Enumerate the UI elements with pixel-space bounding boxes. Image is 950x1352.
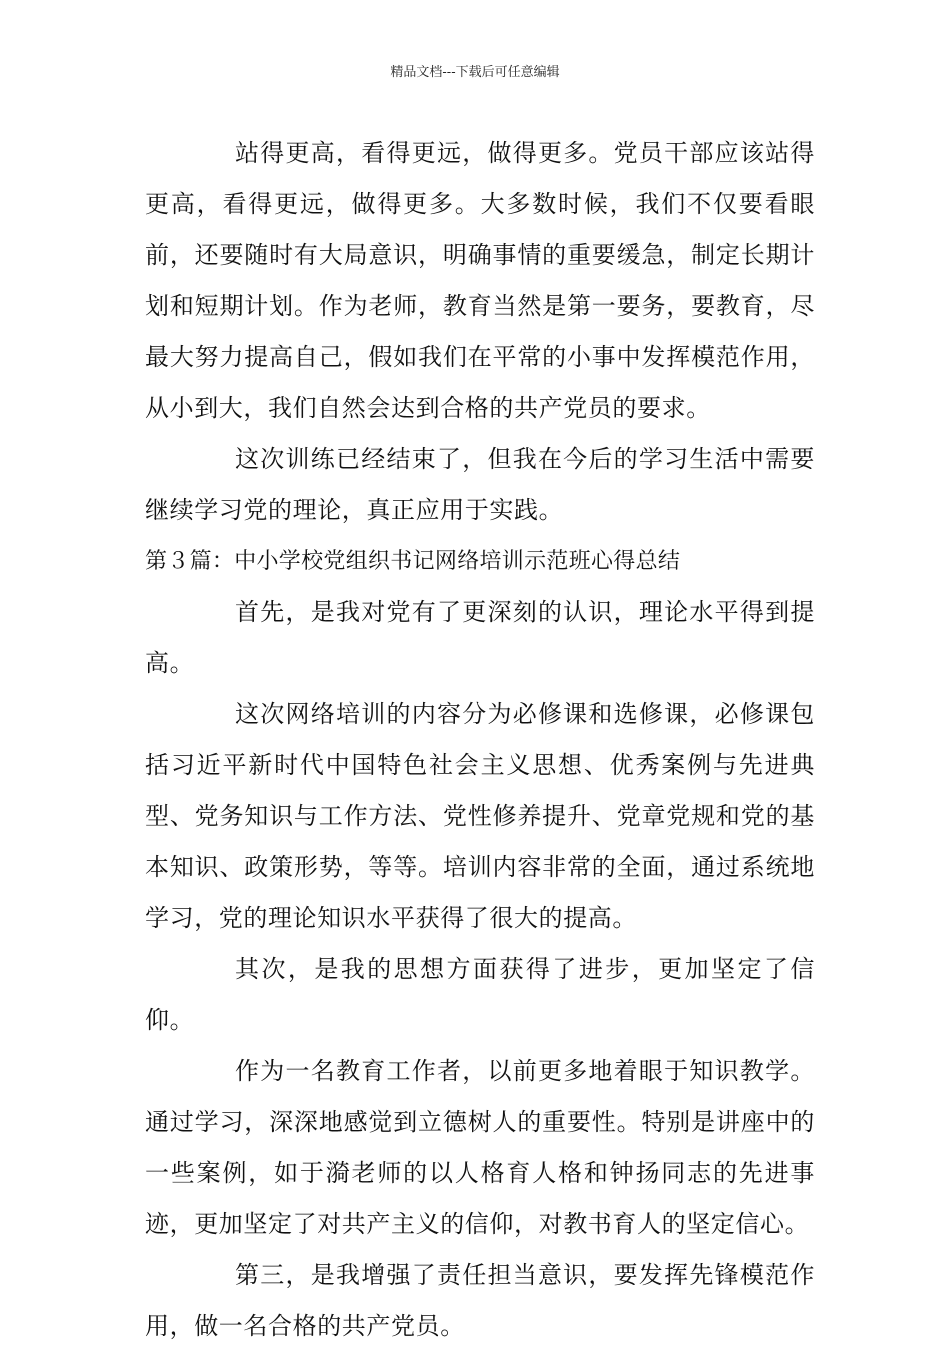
paragraph-2: 这次训练已经结束了，但我在今后的学习生活中需要继续学习党的理论，真正应用于实践。: [145, 445, 815, 524]
document-body: [145, 128, 815, 1352]
section-heading: 第３篇：中小学校党组织书记网络培训示范班心得总结: [145, 549, 681, 574]
paragraph-5: 其次，是我的思想方面获得了进步，更加坚定了信仰。: [145, 955, 815, 1034]
paragraph-1: 站得更高，看得更远，做得更多。党员干部应该站得更高，看得更远，做得更多。大多数时候，我们不仅要看眼前，还要随时有大局意识，明确事情的重要缓急，制定长期计划和短期计划。作为老师，教育当然是第一要务，要教育，尽最大努力提高自己，假如我们在平常的小事中发挥模范作用，从小到大，我们自然会达到合格的共产党员的要求。: [145, 139, 815, 422]
paragraph-4: 这次网络培训的内容分为必修课和选修课，必修课包括习近平新时代中国特色社会主义思想、优秀案例与先进典型、党务知识与工作方法、党性修养提升、党章党规和党的基本知识、政策形势，等等。培训内容非常的全面，通过系统地学习，党的理论知识水平获得了很大的提高。: [145, 700, 815, 932]
paragraph-3: 首先，是我对党有了更深刻的认识，理论水平得到提高。: [145, 598, 815, 677]
paragraph-6: 作为一名教育工作者，以前更多地着眼于知识教学。通过学习，深深地感觉到立德树人的重要性。特别是讲座中的一些案例，如于漪老师的以人格育人格和钟扬同志的先进事迹，更加坚定了对共产主义的信仰，对教书育人的坚定信心。: [145, 1057, 815, 1238]
paragraph-7: 第三，是我增强了责任担当意识，要发挥先锋模范作用，做一名合格的共产党员。: [145, 1261, 815, 1340]
page-header: 精品文档---下载后可任意编辑: [390, 65, 560, 80]
